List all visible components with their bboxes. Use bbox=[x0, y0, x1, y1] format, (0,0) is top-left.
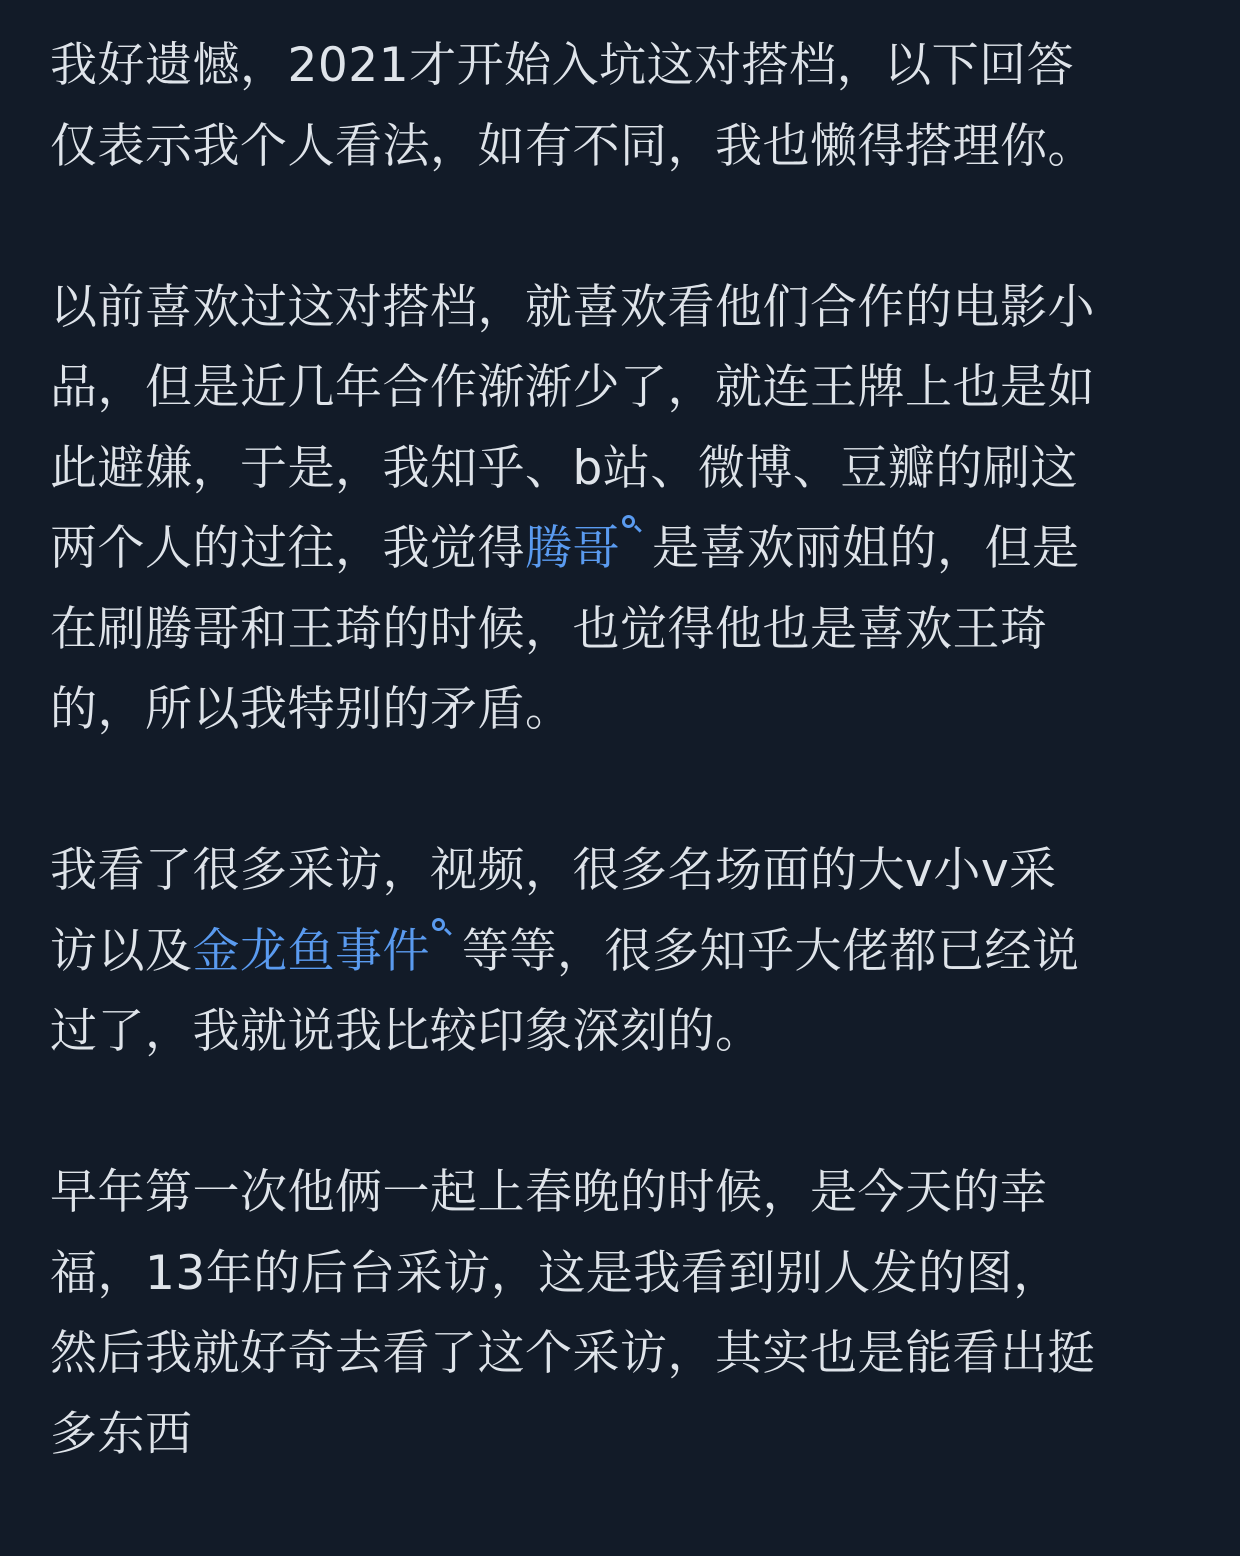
keyword-link-jinlongyu[interactable]: 金龙鱼事件 bbox=[192, 923, 430, 979]
text-segment: 是喜欢丽姐的，但是 bbox=[652, 521, 1080, 576]
paragraph-3 bbox=[50, 831, 1220, 1073]
search-icon[interactable] bbox=[620, 513, 646, 549]
text-segment: 等等，很多知乎大佬都已经说 bbox=[462, 923, 1080, 979]
text-segment: 访以及 bbox=[50, 923, 193, 979]
text-line: 福，13年的后台采访，这是我看到别人发的图， bbox=[50, 1245, 1061, 1301]
text-line: 的，所以我特别的矛盾。 bbox=[50, 682, 573, 737]
text-line: 过了，我就说我比较印象深刻的。 bbox=[50, 1004, 763, 1059]
paragraph-2 bbox=[50, 268, 1220, 751]
text-line: 仅表示我个人看法，如有不同，我也懒得搭理你。 bbox=[50, 118, 1095, 174]
text-line: 品，但是近几年合作渐渐少了，就连王牌上也是如 bbox=[50, 360, 1095, 415]
paragraph-4 bbox=[50, 1153, 1220, 1475]
text-line: 在刷腾哥和王琦的时候，也觉得他也是喜欢王琦 bbox=[50, 601, 1048, 657]
text-line bbox=[50, 509, 1220, 590]
text-line: 多东西 bbox=[50, 1406, 193, 1462]
text-line: 我好遗憾，2021才开始入坑这对搭档，以下回答 bbox=[50, 38, 1075, 93]
search-icon[interactable] bbox=[430, 916, 456, 952]
text-segment: 两个人的过往，我觉得 bbox=[50, 521, 525, 576]
text-line: 以前喜欢过这对搭档，就喜欢看他们合作的电影小 bbox=[50, 279, 1095, 335]
text-line: 早年第一次他俩一起上春晚的时候，是今天的幸 bbox=[50, 1165, 1048, 1220]
text-line: 此避嫌，于是，我知乎、b站、微博、豆瓣的刷这 bbox=[50, 440, 1078, 496]
answer-body bbox=[50, 26, 1220, 1556]
text-line bbox=[50, 912, 1220, 993]
text-line: 我看了很多采访，视频，很多名场面的大v小v采 bbox=[50, 843, 1057, 898]
paragraph-1 bbox=[50, 26, 1220, 187]
keyword-link-tengge[interactable]: 腾哥 bbox=[525, 521, 620, 576]
text-line: 然后我就好奇去看了这个采访，其实也是能看出挺 bbox=[50, 1326, 1095, 1381]
